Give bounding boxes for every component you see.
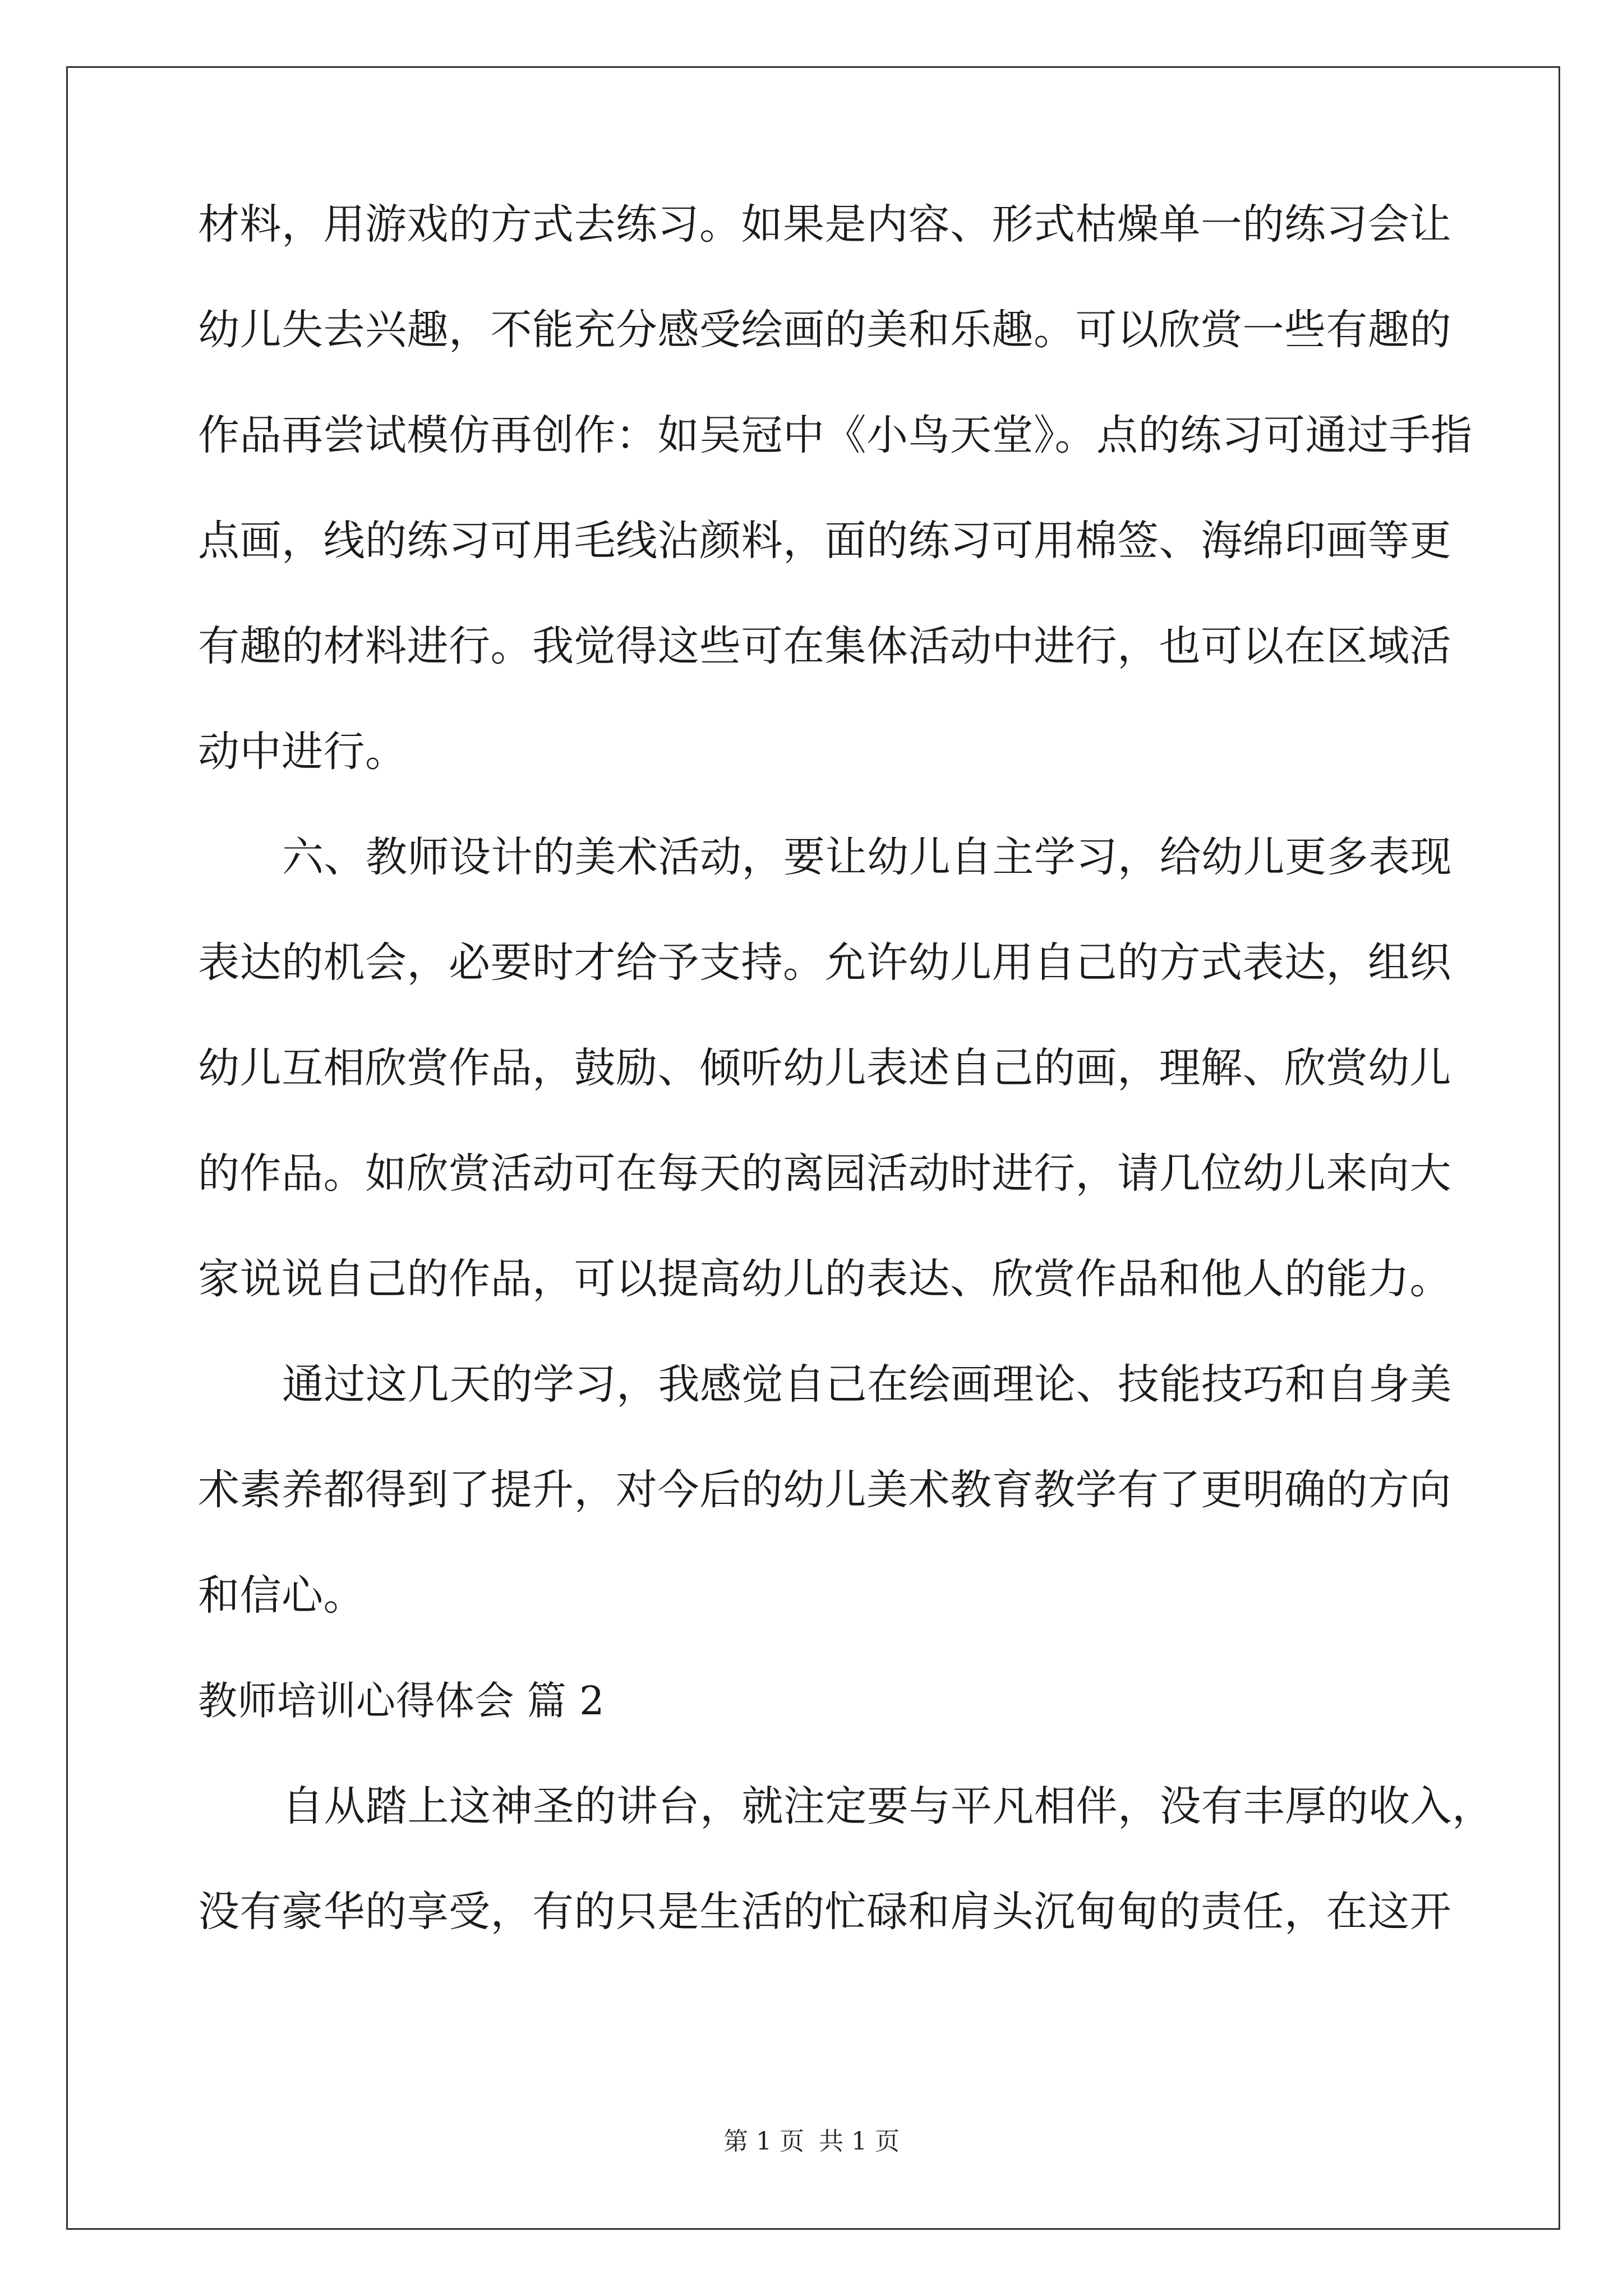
paragraph-line: 作品再尝试模仿再创作：如吴冠中《小鸟天堂》。点的练习可通过手指 [198,411,1473,459]
paragraph-line: 动中进行。 [198,728,407,776]
paragraph-line: 表达的机会，必要时才给予支持。允许幼儿用自己的方式表达，组织 [198,938,1451,987]
paragraph-line: 术素养都得到了提升，对今后的幼儿美术教育教学有了更明确的方向 [198,1466,1451,1514]
paragraph-line: 通过这几天的学习，我感觉自己在绘画理论、技能技巧和自身美 [282,1360,1452,1409]
paragraph-line: 点画，线的练习可用毛线沾颜料，面的练习可用棉签、海绵印画等更 [198,517,1451,565]
section-heading: 教师培训心得体会 篇 2 [198,1678,605,1724]
paragraph-line: 没有豪华的享受，有的只是生活的忙碌和肩头沉甸甸的责任，在这开 [198,1888,1451,1936]
paragraph-line: 的作品。如欣赏活动可在每天的离园活动时进行，请几位幼儿来向大 [198,1149,1451,1198]
page-footer [0,2125,1623,2159]
paragraph-line: 幼儿互相欣赏作品，鼓励、倾听幼儿表述自己的画，理解、欣赏幼儿 [198,1044,1451,1092]
paragraph-line: 幼儿失去兴趣，不能充分感受绘画的美和乐趣。可以欣赏一些有趣的 [198,306,1451,354]
paragraph-line: 材料，用游戏的方式去练习。如果是内容、形式枯燥单一的练习会让 [198,200,1451,249]
paragraph-line: 家说说自己的作品，可以提高幼儿的表达、欣赏作品和他人的能力。 [198,1255,1451,1303]
paragraph-line: 有趣的材料进行。我觉得这些可在集体活动中进行，也可以在区域活 [198,622,1451,670]
paragraph-line: 自从踏上这神圣的讲台，就注定要与平凡相伴，没有丰厚的收入， [282,1782,1494,1830]
page-total: 共 1 页 [819,2127,900,2156]
paragraph-line: 六、教师设计的美术活动，要让幼儿自主学习，给幼儿更多表现 [282,833,1452,881]
page-number: 第 1 页 [723,2127,804,2156]
paragraph-line: 和信心。 [198,1571,365,1619]
